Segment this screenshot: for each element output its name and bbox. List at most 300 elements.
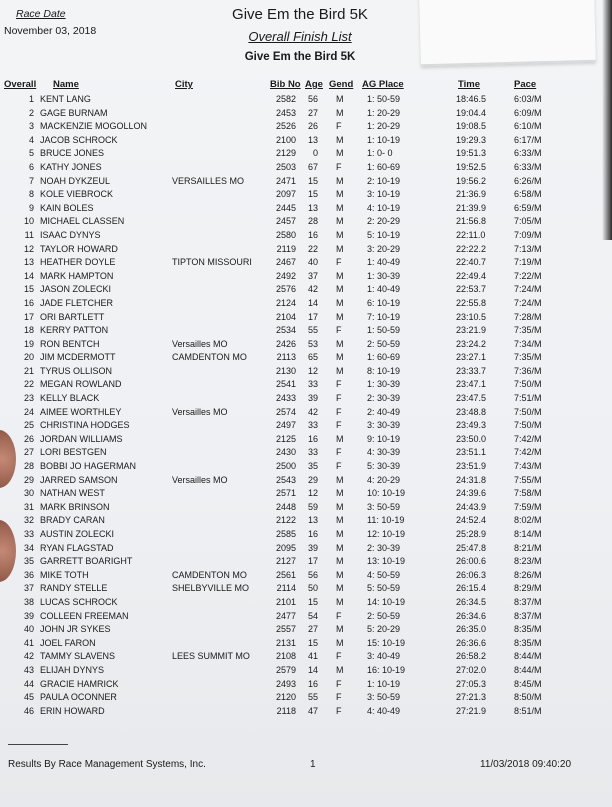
bib-number: 2097 xyxy=(275,189,296,200)
age-group-place: 3: 40-49 xyxy=(367,651,401,662)
runner-gender: M xyxy=(336,542,344,553)
age-group-place: 4: 20-29 xyxy=(367,474,401,485)
runner-gender: M xyxy=(336,134,344,145)
runner-name: MIKE TOTH xyxy=(40,569,89,580)
finish-time: 22:11.0 xyxy=(456,229,486,240)
pace: 8:44/M xyxy=(514,651,542,662)
pace: 8:23/M xyxy=(514,556,542,567)
finish-time: 23:48.8 xyxy=(456,406,487,417)
overall-place: 10 xyxy=(23,216,34,227)
age-group-place: 9: 10-19 xyxy=(367,433,401,444)
race-date: November 03, 2018 xyxy=(4,25,97,37)
age-group-place: 1: 50-59 xyxy=(367,325,401,336)
table-row xyxy=(0,433,612,447)
runner-age: 42 xyxy=(307,284,318,295)
runner-age: 15 xyxy=(307,596,318,607)
runner-name: MARK BRINSON xyxy=(40,501,110,512)
table-row xyxy=(0,637,612,651)
age-group-place: 7: 10-19 xyxy=(367,311,401,322)
finish-time: 19:52.5 xyxy=(456,161,487,172)
age-group-place: 2: 20-29 xyxy=(367,216,401,227)
bib-number: 2471 xyxy=(275,175,296,186)
runner-gender: M xyxy=(336,284,344,295)
bib-number: 2582 xyxy=(275,94,296,104)
age-group-place: 3: 30-39 xyxy=(367,420,401,431)
age-group-place: 12: 10-19 xyxy=(367,529,406,539)
age-group-place: 2: 10-19 xyxy=(367,175,401,186)
finish-time: 23:21.9 xyxy=(456,325,487,336)
runner-name: PAULA OCONNER xyxy=(40,692,117,703)
pace: 6:09/M xyxy=(514,107,542,118)
overall-place: 36 xyxy=(23,569,34,580)
table-row xyxy=(0,175,612,189)
finish-time: 19:51.3 xyxy=(456,148,487,159)
title-block xyxy=(200,6,400,63)
runner-name: NOAH DYKZEUL xyxy=(40,175,111,186)
age-group-place: 6: 10-19 xyxy=(367,297,401,308)
finish-time: 23:51.9 xyxy=(456,461,487,472)
age-group-place: 14: 10-19 xyxy=(367,596,406,607)
col-gend: Gend xyxy=(329,79,354,90)
pace: 7:50/M xyxy=(514,379,542,390)
age-group-place: 1: 40-49 xyxy=(367,257,401,268)
finish-time: 25:28.9 xyxy=(456,529,487,539)
runner-gender: F xyxy=(336,610,342,621)
runner-age: 12 xyxy=(307,488,318,499)
bib-number: 2118 xyxy=(276,705,296,716)
bib-number: 2492 xyxy=(275,270,296,281)
runner-name: BRUCE JONES xyxy=(40,148,105,159)
runner-gender: F xyxy=(336,406,342,417)
pace: 7:28/M xyxy=(514,311,542,322)
bib-number: 2108 xyxy=(275,651,296,662)
bib-number: 2130 xyxy=(275,365,296,376)
table-row xyxy=(0,610,612,624)
age-group-place: 1: 60-69 xyxy=(367,352,401,363)
age-group-place: 10: 10-19 xyxy=(367,488,406,499)
age-group-place: 3: 20-29 xyxy=(367,243,401,254)
page-number: 1 xyxy=(310,759,316,770)
age-group-place: 1: 50-59 xyxy=(367,94,401,104)
runner-gender: F xyxy=(336,420,342,431)
runner-city: SHELBYVILLE MO xyxy=(172,583,250,594)
runner-age: 16 xyxy=(307,678,318,689)
overall-place: 32 xyxy=(23,515,34,526)
pace: 6:26/M xyxy=(514,175,542,186)
table-header xyxy=(0,79,612,93)
table-row xyxy=(0,107,612,121)
runner-gender: M xyxy=(336,624,344,635)
bib-number: 2500 xyxy=(275,461,296,472)
finish-time: 21:56.8 xyxy=(456,216,487,227)
runner-name: TAMMY SLAVENS xyxy=(40,651,116,662)
age-group-place: 2: 30-39 xyxy=(367,393,401,404)
bib-number: 2497 xyxy=(275,420,296,431)
table-row xyxy=(0,311,612,325)
overall-place: 27 xyxy=(23,447,34,458)
table-row xyxy=(0,555,612,569)
overall-place: 38 xyxy=(23,596,34,607)
runner-gender: M xyxy=(336,175,344,186)
runner-age: 53 xyxy=(307,338,318,349)
runner-gender: M xyxy=(336,529,344,539)
finish-time: 27:21.9 xyxy=(456,705,487,716)
overall-place: 44 xyxy=(23,678,34,689)
runner-gender: M xyxy=(336,569,344,580)
bib-number: 2534 xyxy=(275,325,296,336)
runner-gender: F xyxy=(336,651,342,662)
runner-gender: M xyxy=(336,433,344,444)
finish-time: 23:27.1 xyxy=(456,352,487,363)
table-row xyxy=(0,582,612,596)
runner-gender: F xyxy=(336,379,342,390)
table-row xyxy=(0,623,612,637)
runner-name: MARK HAMPTON xyxy=(40,270,114,281)
overall-place: 15 xyxy=(23,284,34,295)
overall-place: 28 xyxy=(23,461,34,472)
overall-place: 33 xyxy=(23,529,34,539)
runner-gender: M xyxy=(336,270,344,281)
bib-number: 2445 xyxy=(275,202,296,213)
pace: 8:29/M xyxy=(514,583,542,594)
table-row xyxy=(0,270,612,284)
table-row xyxy=(0,120,612,134)
runner-gender: M xyxy=(336,107,344,118)
runner-name: RYAN FLAGSTAD xyxy=(40,542,114,553)
runner-gender: F xyxy=(336,257,342,268)
runner-gender: F xyxy=(336,692,342,703)
bib-number: 2493 xyxy=(275,678,296,689)
table-row xyxy=(0,691,612,705)
pace: 7:35/M xyxy=(514,325,542,336)
age-group-place: 5: 10-19 xyxy=(367,229,401,240)
bib-number: 2119 xyxy=(276,243,296,254)
runner-gender: M xyxy=(336,311,344,322)
pace: 7:50/M xyxy=(514,420,542,431)
pace: 7:42/M xyxy=(514,447,542,458)
bib-number: 2113 xyxy=(276,352,296,363)
age-group-place: 1: 10-19 xyxy=(367,134,401,145)
runner-age: 0 xyxy=(312,148,318,159)
finish-time: 26:36.6 xyxy=(456,637,487,648)
overall-place: 4 xyxy=(28,134,34,145)
runner-age: 15 xyxy=(307,189,318,200)
runner-gender: M xyxy=(336,148,344,159)
table-row xyxy=(0,501,612,515)
runner-age: 33 xyxy=(307,447,318,458)
runner-gender: M xyxy=(336,515,344,526)
overall-place: 5 xyxy=(28,148,34,159)
finish-time: 19:56.2 xyxy=(456,175,487,186)
results-table xyxy=(0,93,612,718)
runner-age: 13 xyxy=(307,202,318,213)
overall-place: 40 xyxy=(23,624,34,635)
runner-city: Versailles MO xyxy=(172,474,228,485)
overall-place: 34 xyxy=(23,542,34,553)
runner-city: LEES SUMMIT MO xyxy=(172,651,250,662)
age-group-place: 4: 40-49 xyxy=(367,705,401,716)
runner-name: ISAAC DYNYS xyxy=(40,229,101,240)
runner-age: 26 xyxy=(307,121,318,132)
overall-place: 18 xyxy=(23,325,34,336)
runner-age: 56 xyxy=(307,94,318,104)
pace: 8:44/M xyxy=(514,664,542,675)
overall-place: 9 xyxy=(28,202,34,213)
overall-place: 2 xyxy=(28,107,34,118)
runner-name: MICHAEL CLASSEN xyxy=(40,216,125,227)
bib-number: 2457 xyxy=(275,216,296,227)
overall-place: 12 xyxy=(23,243,34,254)
runner-age: 42 xyxy=(307,406,318,417)
runner-gender: M xyxy=(336,297,344,308)
sticky-note xyxy=(419,0,596,66)
pace: 8:14/M xyxy=(514,529,542,539)
bib-number: 2541 xyxy=(275,379,296,390)
pace: 6:33/M xyxy=(514,148,542,159)
overall-place: 21 xyxy=(23,365,34,376)
finish-time: 26:06.3 xyxy=(456,569,487,580)
pace: 6:59/M xyxy=(514,202,542,213)
col-bib: Bib No xyxy=(270,79,301,90)
finish-time: 22:40.7 xyxy=(456,257,487,268)
age-group-place: 5: 30-39 xyxy=(367,461,401,472)
finish-time: 27:05.3 xyxy=(456,678,487,689)
finish-time: 25:47.8 xyxy=(456,542,487,553)
table-row xyxy=(0,215,612,229)
age-group-place: 1: 0- 0 xyxy=(367,148,393,159)
page-subtitle: Overall Finish List xyxy=(248,29,352,44)
bib-number: 2430 xyxy=(275,447,296,458)
finish-time: 23:49.3 xyxy=(456,420,487,431)
pace: 6:58/M xyxy=(514,189,542,200)
runner-age: 41 xyxy=(307,651,318,662)
runner-gender: F xyxy=(336,447,342,458)
bib-number: 2576 xyxy=(275,284,296,295)
finish-time: 18:46.5 xyxy=(456,94,487,104)
table-row xyxy=(0,542,612,556)
table-row xyxy=(0,664,612,678)
table-row xyxy=(0,650,612,664)
overall-place: 13 xyxy=(23,257,34,268)
bib-number: 2114 xyxy=(276,583,296,594)
runner-age: 40 xyxy=(307,257,318,268)
runner-age: 67 xyxy=(307,161,318,172)
footer-credit: Results By Race Management Systems, Inc. xyxy=(8,759,206,770)
finish-time: 21:36.9 xyxy=(456,189,487,200)
col-pace: Pace xyxy=(514,79,537,90)
bib-number: 2526 xyxy=(275,121,296,132)
age-group-place: 15: 10-19 xyxy=(367,637,406,648)
bib-number: 2122 xyxy=(275,515,296,526)
runner-name: JOEL FARON xyxy=(40,637,96,648)
pace: 6:33/M xyxy=(514,161,542,172)
table-row xyxy=(0,514,612,528)
runner-gender: M xyxy=(336,365,344,376)
table-row xyxy=(0,528,612,542)
finish-time: 24:52.4 xyxy=(456,515,487,526)
pace: 8:21/M xyxy=(514,542,542,553)
table-row xyxy=(0,243,612,257)
runner-name: RANDY STELLE xyxy=(40,583,108,594)
finish-time: 19:08.5 xyxy=(456,121,487,132)
pace: 8:35/M xyxy=(514,624,542,635)
pace: 7:42/M xyxy=(514,433,542,444)
age-group-place: 3: 50-59 xyxy=(367,692,401,703)
table-row xyxy=(0,283,612,297)
age-group-place: 5: 20-29 xyxy=(367,624,401,635)
col-time: Time xyxy=(458,79,481,90)
runner-name: KAIN BOLES xyxy=(40,202,94,213)
finish-time: 24:43.9 xyxy=(456,501,487,512)
overall-place: 43 xyxy=(23,664,34,675)
age-group-place: 1: 30-39 xyxy=(367,379,401,390)
pace: 7:19/M xyxy=(514,257,542,268)
pace: 7:34/M xyxy=(514,338,542,349)
overall-place: 8 xyxy=(28,189,34,200)
bib-number: 2101 xyxy=(275,596,296,607)
runner-name: JASON ZOLECKI xyxy=(40,284,112,295)
runner-name: AUSTIN ZOLECKI xyxy=(40,529,115,539)
runner-age: 12 xyxy=(307,365,318,376)
pace: 7:58/M xyxy=(514,488,542,499)
finish-time: 23:33.7 xyxy=(456,365,487,376)
runner-name: BOBBI JO HAGERMAN xyxy=(40,461,137,472)
finish-time: 27:21.3 xyxy=(456,692,487,703)
runner-name: KELLY BLACK xyxy=(40,393,100,404)
runner-age: 47 xyxy=(307,705,318,716)
overall-place: 30 xyxy=(23,488,34,499)
pace: 6:10/M xyxy=(514,121,542,132)
age-group-place: 16: 10-19 xyxy=(367,664,406,675)
runner-gender: F xyxy=(336,393,342,404)
runner-gender: M xyxy=(336,474,344,485)
bib-number: 2543 xyxy=(275,474,296,485)
runner-city: CAMDENTON MO xyxy=(172,569,247,580)
runner-age: 55 xyxy=(307,325,318,336)
pace: 7:59/M xyxy=(514,501,542,512)
overall-place: 46 xyxy=(23,705,34,716)
bib-number: 2574 xyxy=(275,406,296,417)
overall-place: 1 xyxy=(28,94,34,104)
runner-name: JARRED SAMSON xyxy=(40,474,118,485)
pace: 6:17/M xyxy=(514,134,542,145)
overall-place: 16 xyxy=(23,297,34,308)
pace: 7:36/M xyxy=(514,365,542,376)
table-row xyxy=(0,93,612,107)
bib-number: 2124 xyxy=(275,297,296,308)
age-group-place: 1: 20-29 xyxy=(367,107,401,118)
table-row xyxy=(0,297,612,311)
runner-age: 33 xyxy=(307,420,318,431)
pace: 7:22/M xyxy=(514,270,542,281)
runner-age: 16 xyxy=(307,433,318,444)
table-row xyxy=(0,134,612,148)
age-group-place: 11: 10-19 xyxy=(367,515,405,526)
age-group-place: 1: 20-29 xyxy=(367,121,401,132)
runner-gender: M xyxy=(336,556,344,567)
runner-name: HEATHER DOYLE xyxy=(40,257,116,268)
age-group-place: 8: 10-19 xyxy=(367,365,401,376)
runner-age: 14 xyxy=(307,297,318,308)
finish-time: 22:22.2 xyxy=(456,243,487,254)
runner-gender: F xyxy=(336,678,342,689)
runner-name: KENT LANG xyxy=(40,94,91,104)
age-group-place: 1: 10-19 xyxy=(367,678,401,689)
runner-name: KATHY JONES xyxy=(40,161,102,172)
runner-name: ELIJAH DYNYS xyxy=(40,664,105,675)
finish-time: 26:35.0 xyxy=(456,624,487,635)
runner-gender: M xyxy=(336,664,344,675)
table-row xyxy=(0,419,612,433)
overall-place: 39 xyxy=(23,610,34,621)
col-city: City xyxy=(175,79,193,90)
pace: 8:50/M xyxy=(514,692,542,703)
table-row xyxy=(0,256,612,270)
table-row xyxy=(0,378,612,392)
runner-gender: M xyxy=(336,338,344,349)
runner-name: LORI BESTGEN xyxy=(40,447,107,458)
col-ag-place: AG Place xyxy=(362,79,404,90)
runner-name: COLLEEN FREEMAN xyxy=(40,610,129,621)
runner-name: GARRETT BOARIGHT xyxy=(40,556,133,567)
overall-place: 6 xyxy=(28,161,34,172)
bib-number: 2467 xyxy=(275,257,296,268)
overall-place: 29 xyxy=(23,474,34,485)
age-group-place: 3: 50-59 xyxy=(367,501,401,512)
table-row xyxy=(0,188,612,202)
footer-timestamp: 11/03/2018 09:40:20 xyxy=(480,759,572,770)
page-title: Give Em the Bird 5K xyxy=(232,6,368,23)
overall-place: 41 xyxy=(23,637,34,648)
age-group-place: 5: 50-59 xyxy=(367,583,401,594)
pace: 7:35/M xyxy=(514,352,542,363)
runner-age: 17 xyxy=(307,556,318,567)
runner-age: 13 xyxy=(307,134,318,145)
bib-number: 2095 xyxy=(275,542,296,553)
finish-time: 19:04.4 xyxy=(456,107,487,118)
finish-time: 24:39.6 xyxy=(456,488,487,499)
runner-age: 15 xyxy=(307,637,318,648)
runner-city: Versailles MO xyxy=(172,406,228,417)
runner-name: NATHAN WEST xyxy=(40,488,105,499)
finish-time: 26:15.4 xyxy=(456,583,487,594)
finish-time: 23:10.5 xyxy=(456,311,487,322)
pace: 8:35/M xyxy=(514,637,542,648)
runner-age: 33 xyxy=(307,379,318,390)
age-group-place: 2: 50-59 xyxy=(367,338,401,349)
pace: 8:37/M xyxy=(514,596,542,607)
runner-name: RON BENTCH xyxy=(40,338,100,349)
age-group-place: 13: 10-19 xyxy=(367,556,406,567)
runner-gender: M xyxy=(336,501,344,512)
runner-gender: M xyxy=(336,583,344,594)
runner-name: JIM MCDERMOTT xyxy=(40,352,116,363)
runner-name: LUCAS SCHROCK xyxy=(40,596,118,607)
table-row xyxy=(0,147,612,161)
pace: 8:45/M xyxy=(514,678,542,689)
col-name: Name xyxy=(53,79,79,90)
runner-gender: M xyxy=(336,352,344,363)
runner-age: 50 xyxy=(307,583,318,594)
table-row xyxy=(0,229,612,243)
finish-time: 27:02.0 xyxy=(456,664,487,675)
bib-number: 2120 xyxy=(275,692,296,703)
runner-gender: M xyxy=(336,488,344,499)
table-row xyxy=(0,596,612,610)
table-row xyxy=(0,487,612,501)
bib-number: 2477 xyxy=(275,610,296,621)
footer-divider xyxy=(8,744,68,745)
